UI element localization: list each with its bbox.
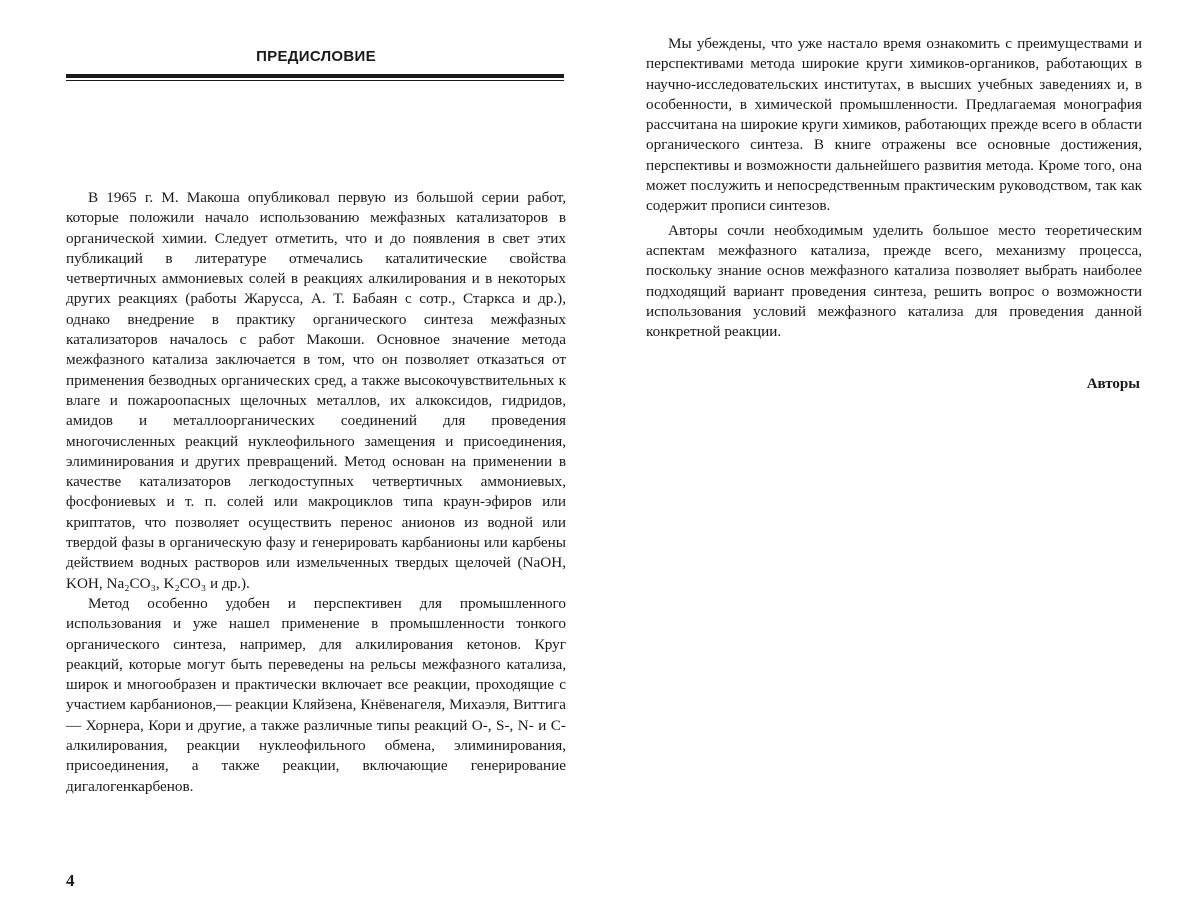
paragraph: В 1965 г. М. Макоша опубликовал первую из большой серии работ, которые положили начало использованию межфазных катализаторов в органической химии. Следует отметить, что и до появления в свет этих публикаций в литературе отмечались каталитические свойства четвертичных аммониевых солей в реакциях алкилирования и в некоторых других реакциях (работы Жарусса, А. Т. Бабаян с сотр., Старкса и др.), однако внедрение в практику органического синтеза межфазных катализаторов началось с работ Макоши. Основное значение метода межфазного катализа заключается в том, что он позволяет отказаться от применения безводных органических сред, а также высокочувствительных к влаге и пожароопасных щелочных металлов, их алкоксидов, гидридов, амидов и металлоорганических соединений для проведения многочисленных реакций нуклеофильного замещения и присоединения, элиминирования и других превращений. Метод основан на применении в качестве катализаторов легкодоступных четвертичных аммониевых, фосфониевых и т. п. солей или макроциклов типа краун-эфиров или криптатов, что позволяет осуществить перенос анионов из водной или твердой фазы в органическую фазу и генерировать карбанионы или карбены действием водных растворов или измельченных твердых щелочей (NaOH, KOH, Na₂CO₃, K₂CO₃ и др.). — [66, 189, 566, 592]
page-number: 4 — [66, 871, 75, 890]
heading-rule-thin — [66, 80, 564, 81]
preface-heading: ПРЕДИСЛОВИЕ — [256, 48, 376, 65]
right-page-body — [646, 34, 1142, 346]
paragraph: Авторы сочли необходимым уделить большое место теоретическим аспектам межфазного катализа, прежде всего, механизму процесса, поскольку знание основ межфазного катализа позволяет выбрать наиболее подходящий вариант проведения синтеза, решить вопрос о возможности использования условий межфазного катализа для проведения данной конкретной реакции. — [646, 221, 1142, 341]
left-page — [66, 30, 566, 900]
right-page — [646, 30, 1142, 900]
authors-signature: Авторы — [1086, 376, 1140, 392]
heading-rule-thick — [66, 74, 564, 78]
paragraph: Метод особенно удобен и перспективен для промышленного использования и уже нашел применение в промышленности тонкого органического синтеза, например, для алкилирования кетонов. Круг реакций, которые могут быть переведены на рельсы межфазного катализа, широк и многообразен и практически включает все реакции, проходящие с участием карбанионов,— реакции Кляйзена, Кнёвенагеля, Михаэля, Виттига — Хорнера, Кори и другие, а также различные типы реакций O-, S-, N- и C-алкилирования, реакции нуклеофильного обмена, элиминирования, присоединения, а также реакции, включающие генерирование дигалогенкарбенов. — [66, 594, 566, 795]
left-page-body — [66, 188, 566, 797]
paragraph: Мы убеждены, что уже настало время ознакомить с преимуществами и перспективами метода широкие круги химиков-органиков, работающих в научно-исследовательских институтах, в высших учебных заведениях и, в особенности, в химической промышленности. Предлагаемая монография рассчитана на широкие круги химиков, работающих прежде всего в области органического синтеза. В книге отражены все основные достижения, перспективы и возможности дальнейшего развития метода. Кроме того, она может послужить и непосредственным практическим руководством, так как содержит прописи синтезов. — [646, 35, 1142, 215]
